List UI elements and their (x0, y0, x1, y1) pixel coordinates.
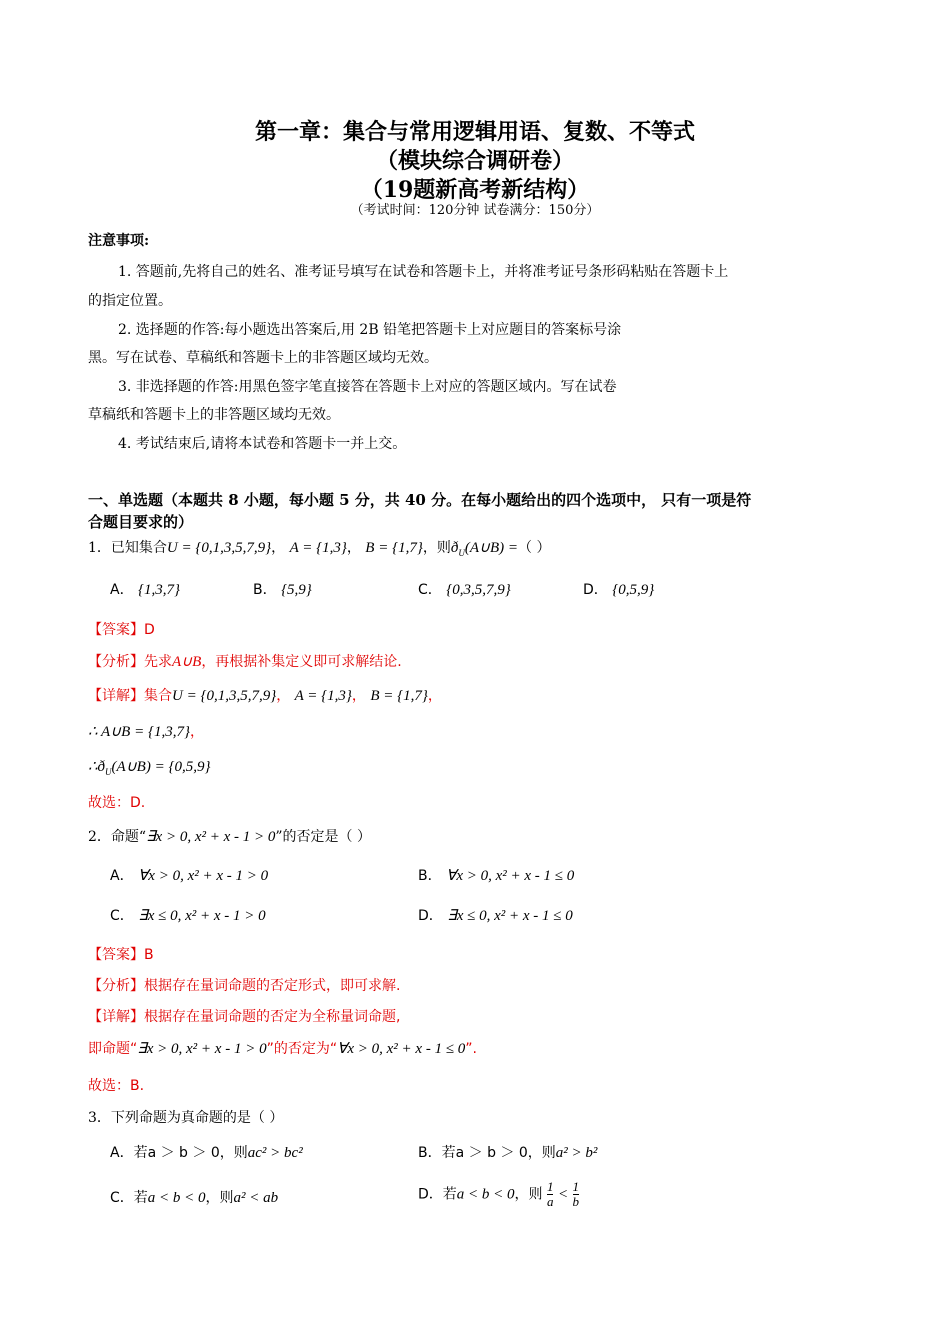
q1-option-b: B． {5,9} (253, 582, 312, 598)
notes-heading: 注意事项: (88, 233, 150, 249)
q1-answer: 【答案】D (88, 622, 155, 638)
q1-conclusion: 故选：D. (88, 795, 146, 811)
note-2a: 2. 选择题的作答:每小题选出答案后,用 2B 铅笔把答题卡上对应题目的答案标号涂 (118, 322, 622, 338)
section-heading-line2: 合题目要求的） (88, 513, 194, 531)
q2-detail-2: 即命题“∃x > 0, x² + x - 1 > 0”的否定为“∀x > 0, x² + x - 1 ≤ 0”. (88, 1041, 477, 1057)
exam-info: （考试时间：120分钟 试卷满分：150分） (350, 203, 600, 218)
q2-conclusion: 故选：B. (88, 1078, 145, 1094)
q2-analysis: 【分析】根据存在量词命题的否定形式，即可求解. (88, 978, 401, 994)
q2-answer: 【答案】B (88, 947, 154, 963)
doc-title-line1: 第一章：集合与常用逻辑用语、复数、不等式 (254, 119, 695, 145)
q1-detail: 【详解】集合U = {0,1,3,5,7,9}， A = {1,3}， B = {1,7}， (88, 688, 442, 704)
q3-option-c: C．若a < b < 0，则a² < ab (110, 1190, 279, 1206)
q3-stem: 3．下列命题为真命题的是（ ） (88, 1110, 284, 1126)
section-heading-line1: 一、单选题（本题共 8 小题，每小题 5 分，共 40 分。在每小题给出的四个选项中， 只有一项是符 (88, 491, 752, 509)
note-4: 4. 考试结束后,请将本试卷和答题卡一并上交。 (118, 436, 407, 452)
q2-stem: 2．命题“∃x > 0, x² + x - 1 > 0”的否定是（ ） (88, 829, 371, 845)
q2-option-b: B． ∀x > 0, x² + x - 1 ≤ 0 (418, 868, 575, 884)
note-2b: 黑。写在试卷、草稿纸和答题卡上的非答题区域均无效。 (88, 350, 438, 366)
q2-option-a: A． ∀x > 0, x² + x - 1 > 0 (110, 868, 269, 884)
q3-option-d: D．若a < b < 0，则 $\frac{1}{a}$ < $\frac{1}{b}$ (418, 1179, 580, 1209)
q1-option-c: C． {0,3,5,7,9} (418, 582, 511, 598)
q2-option-c: C． ∃x ≤ 0, x² + x - 1 > 0 (110, 908, 266, 924)
fraction-1-over-b: $\frac{1}{b}$ (572, 1179, 580, 1209)
q2-detail: 【详解】根据存在量词命题的否定为全称量词命题, (88, 1009, 401, 1025)
q3-option-b: B．若a ＞ b ＞ 0，则a² > b² (418, 1145, 598, 1161)
fraction-1-over-a: $\frac{1}{a}$ (546, 1179, 554, 1209)
q3-option-a: A．若a ＞ b ＞ 0，则ac² > bc² (110, 1145, 303, 1161)
note-3a: 3. 非选择题的作答:用黑色签字笔直接答在答题卡上对应的答题区域内。写在试卷 (118, 379, 617, 395)
doc-title-line3: （19题新高考新结构） (360, 177, 590, 203)
q1-step-2: $\therefore ð_U(A\cup B) = \{0,5,9\}$ (88, 759, 211, 777)
note-3b: 草稿纸和答题卡上的非答题区域均无效。 (88, 407, 340, 423)
note-1a: 1. 答题前,先将自己的姓名、准考证号填写在试卷和答题卡上，并将准考证号条形码粘贴在答题卡上 (118, 264, 729, 280)
q2-option-d: D． ∃x ≤ 0, x² + x - 1 ≤ 0 (418, 908, 573, 924)
q1-stem: 1．已知集合U = {0,1,3,5,7,9}， A = {1,3}， B = {1,7}，则$ð_U(A\cup B)$ =（ ） (88, 540, 551, 558)
doc-title-line2: （模块综合调研卷） (375, 148, 574, 174)
q1-analysis: 【分析】先求A∪B，再根据补集定义即可求解结论. (88, 654, 402, 670)
q1-step-1: ∴ A∪B = {1,3,7}， (88, 724, 204, 740)
note-1b: 的指定位置。 (88, 293, 172, 309)
q1-option-d: D． {0,5,9} (583, 582, 655, 598)
q1-option-a: A． {1,3,7} (110, 582, 181, 598)
